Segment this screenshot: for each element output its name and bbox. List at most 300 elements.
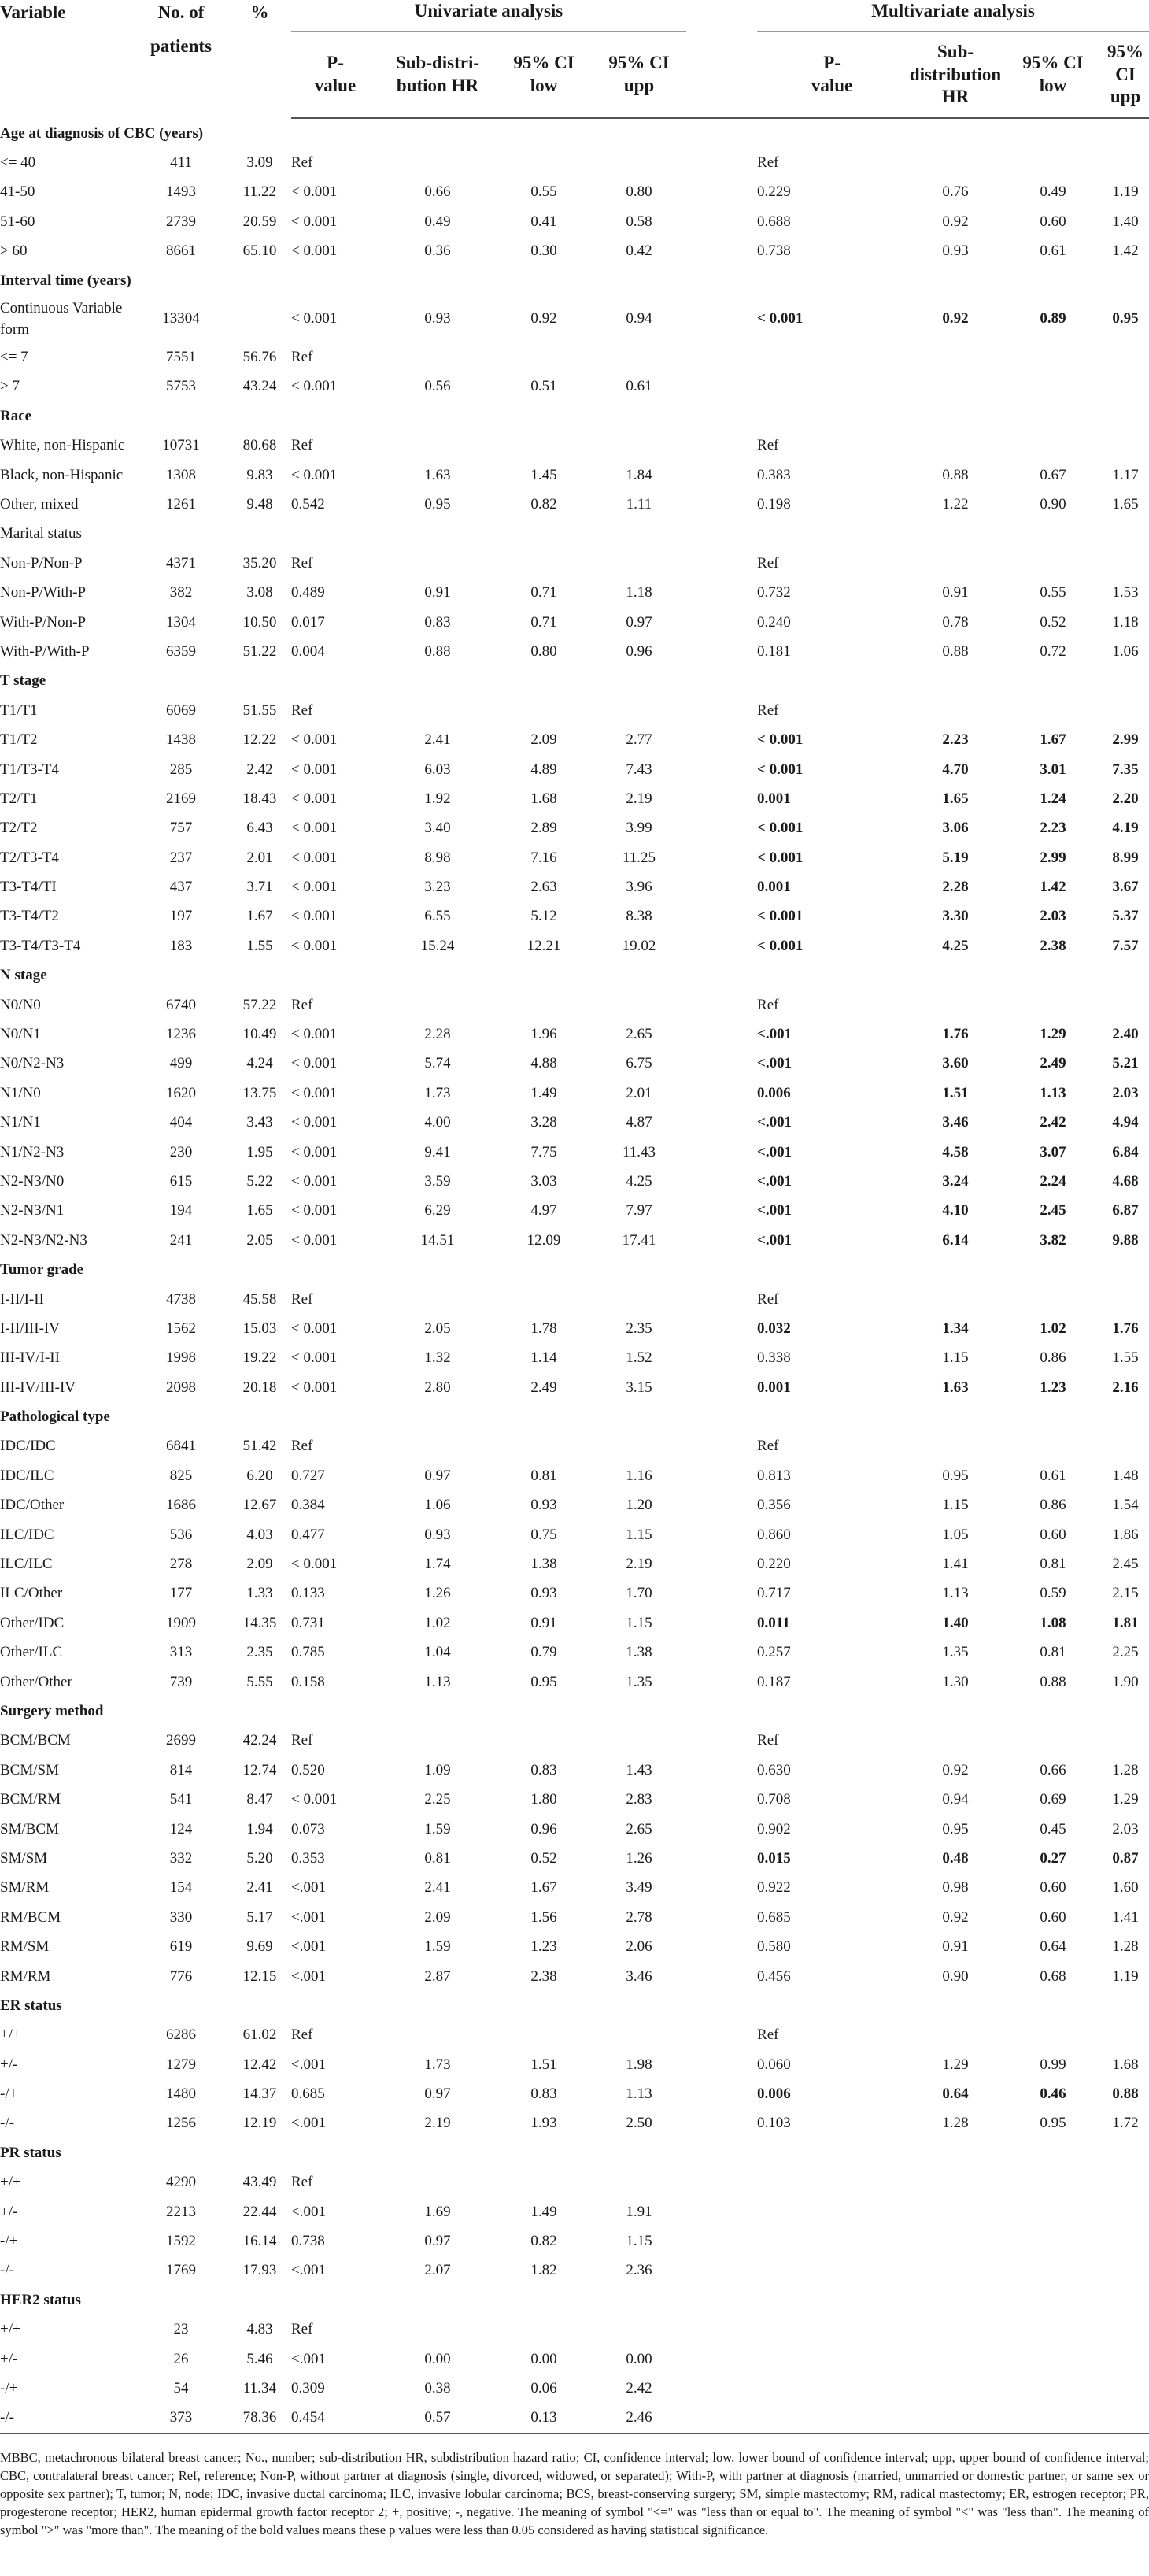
- patients-count: 26: [173, 2350, 189, 2367]
- uni-hr: 1.69: [424, 2203, 451, 2220]
- uni-hr: [379, 990, 496, 1020]
- uni-hr: 0.57: [379, 2404, 496, 2434]
- uni-p-value: < 0.001: [291, 1084, 338, 1101]
- multi-p-value: 0.001: [757, 1379, 791, 1396]
- uni-ci-low: 0.93: [530, 1585, 557, 1602]
- uni-p-value: Ref: [291, 437, 313, 454]
- table-row: [0, 1020, 1149, 1049]
- uni-p-value: 0.353: [291, 1849, 325, 1867]
- spacer: [686, 207, 757, 236]
- row-label: N0/N2-N3: [0, 1055, 65, 1072]
- spacer: [686, 1314, 757, 1343]
- uni-ci-low: 0.95: [530, 1673, 557, 1690]
- multi-hr: 4.70: [942, 761, 969, 778]
- percent-value: 14.35: [242, 1614, 277, 1631]
- multi-ci-low: [1004, 2345, 1102, 2374]
- multi-hr: 1.30: [942, 1673, 969, 1690]
- multi-p-value: <.001: [757, 1143, 792, 1160]
- uni-ci-upp: [592, 1285, 686, 1314]
- spacer: [686, 2374, 757, 2403]
- percent-value: 3.08: [246, 584, 273, 601]
- patients-count: 2098: [166, 1379, 196, 1396]
- percent-value: 17.93: [242, 2262, 277, 2279]
- patients-count: 1493: [166, 183, 196, 201]
- row-label: -/-: [0, 2115, 14, 2132]
- uni-ci-upp: [592, 2168, 686, 2197]
- row-label: N1/N1: [0, 1114, 41, 1131]
- row-label: +/+: [0, 2174, 21, 2191]
- row-label: ILC/IDC: [0, 1526, 54, 1543]
- uni-hr: [379, 148, 496, 177]
- multi-p-value: < 0.001: [757, 849, 804, 866]
- spacer: [686, 637, 757, 666]
- multi-p-value: Ref: [757, 701, 779, 719]
- spacer: [686, 814, 757, 843]
- header-patients-line1: No. of: [157, 2, 205, 22]
- percent-value: 12.42: [242, 2056, 277, 2073]
- row-label: RM/SM: [0, 1938, 50, 1956]
- multi-p-value: Ref: [757, 2026, 779, 2044]
- multi-ci-low: [1004, 148, 1102, 177]
- multi-ci-low: 0.99: [1040, 2056, 1066, 2073]
- spacer: [686, 461, 757, 490]
- row-label: ILC/Other: [0, 1585, 63, 1602]
- uni-p-value: <.001: [291, 2056, 326, 2073]
- row-label: IDC/ILC: [0, 1467, 54, 1484]
- uni-p-value: 0.133: [291, 1585, 325, 1602]
- uni-p-value: < 0.001: [291, 466, 338, 483]
- percent-value: 12.15: [242, 1967, 277, 1985]
- table-row: [0, 578, 1149, 607]
- spacer: [686, 2226, 757, 2256]
- patients-count: 330: [169, 1908, 193, 1926]
- multi-hr: 0.91: [942, 584, 969, 601]
- header-uni-ci-upp: 95% CI upp: [592, 32, 686, 119]
- header-multi-ci-low: 95% CI low: [1004, 32, 1102, 119]
- row-label: BCM/RM: [0, 1791, 61, 1808]
- uni-ci-upp: 2.83: [626, 1791, 652, 1808]
- patients-count: 1686: [166, 1497, 196, 1514]
- multi-ci-low: [1004, 696, 1102, 725]
- uni-ci-low: 1.78: [530, 1319, 557, 1337]
- percent-value: 2.42: [246, 761, 273, 778]
- table-row: [0, 2374, 1149, 2403]
- multi-hr: 1.51: [942, 1084, 969, 1101]
- patients-count: 2699: [166, 1732, 196, 1749]
- percent-value: 3.43: [246, 1114, 273, 1131]
- table-row: [0, 1491, 1149, 1520]
- uni-ci-upp: 1.15: [626, 2233, 652, 2250]
- multi-p-value: 0.240: [757, 613, 791, 631]
- uni-p-value: < 0.001: [291, 1026, 338, 1043]
- table-row: [0, 1108, 1149, 1138]
- spacer: [686, 725, 757, 754]
- multi-ci-upp: [1102, 2315, 1149, 2345]
- table-row: [0, 1373, 1149, 1402]
- row-label: 51-60: [0, 213, 35, 230]
- patients-count: 278: [169, 1556, 193, 1573]
- multi-p-value: [757, 342, 907, 372]
- uni-p-value: 0.017: [291, 613, 325, 631]
- multi-ci-low: 0.68: [1040, 1967, 1066, 1985]
- percent-value: 9.48: [246, 495, 273, 513]
- multi-ci-upp: 1.18: [1112, 613, 1139, 631]
- row-label: -/+: [0, 2086, 18, 2103]
- percent-value: 35.20: [242, 554, 277, 572]
- multi-ci-low: 0.69: [1040, 1791, 1066, 1808]
- uni-p-value: < 0.001: [291, 1556, 338, 1573]
- uni-ci-upp: 2.50: [626, 2115, 652, 2132]
- uni-p-value: 0.158: [291, 1673, 325, 1690]
- uni-hr: 0.49: [424, 213, 451, 230]
- percent-value: 6.20: [246, 1467, 273, 1484]
- uni-p-value: < 0.001: [291, 849, 338, 866]
- table-row: [0, 1874, 1149, 1903]
- uni-ci-low: 1.49: [530, 1084, 557, 1101]
- multi-ci-low: 2.23: [1040, 820, 1066, 837]
- multi-hr: 0.76: [942, 183, 969, 201]
- multi-hr: 1.29: [942, 2056, 969, 2073]
- percent-value: 15.03: [242, 1319, 277, 1337]
- multi-p-value: < 0.001: [757, 937, 804, 954]
- uni-ci-upp: 1.26: [626, 1849, 652, 1867]
- uni-ci-upp: 0.94: [626, 310, 652, 328]
- uni-hr: 2.25: [424, 1791, 451, 1808]
- patients-count: 4290: [166, 2174, 196, 2191]
- uni-hr: 0.95: [424, 495, 451, 513]
- patients-count: 739: [169, 1673, 193, 1690]
- table-row: [0, 1461, 1149, 1490]
- uni-ci-low: 0.00: [530, 2350, 557, 2367]
- spacer: [686, 490, 757, 519]
- uni-hr: [379, 549, 496, 578]
- patients-count: 373: [134, 2404, 228, 2434]
- row-label: T2/T2: [0, 820, 38, 837]
- row-label: With-P/Non-P: [0, 613, 87, 631]
- header-multi-ci-upp: 95% CI upp: [1102, 32, 1149, 119]
- multi-hr: 1.76: [942, 1026, 969, 1043]
- uni-ci-upp: 2.06: [626, 1938, 652, 1956]
- spacer: [686, 1667, 757, 1697]
- row-label: N2-N3/N0: [0, 1172, 65, 1190]
- uni-ci-low: 0.30: [530, 242, 557, 260]
- table-row: [0, 490, 1149, 519]
- table-row: [0, 608, 1149, 637]
- multi-p-value: 0.738: [757, 242, 791, 260]
- uni-ci-upp: 0.97: [626, 613, 652, 631]
- uni-hr: 1.26: [424, 1585, 451, 1602]
- multi-hr: 3.46: [942, 1114, 969, 1131]
- percent-value: 13.75: [242, 1084, 277, 1101]
- section-label: HER2 status: [0, 2291, 81, 2308]
- uni-p-value: < 0.001: [291, 310, 338, 328]
- table-row: [0, 990, 1149, 1020]
- uni-hr: [379, 1285, 496, 1314]
- table-row: [0, 2315, 1149, 2345]
- header-uni-p-value: P- value: [291, 32, 379, 119]
- multi-p-value: 0.456: [757, 1967, 791, 1985]
- multi-p-value: 0.717: [757, 1585, 791, 1602]
- percent-value: 5.17: [246, 1908, 273, 1926]
- percent-value: 4.24: [246, 1055, 273, 1072]
- row-label: T1/T1: [0, 701, 38, 719]
- uni-ci-upp: 1.15: [626, 1614, 652, 1631]
- percent-value: 51.22: [242, 642, 277, 660]
- multi-p-value: [757, 2345, 907, 2374]
- table-row: [0, 1167, 1149, 1196]
- patients-count: 776: [169, 1967, 193, 1985]
- percent-value: 4.03: [246, 1526, 273, 1543]
- uni-ci-low: 1.80: [530, 1791, 557, 1808]
- multi-ci-low: [1004, 990, 1102, 1020]
- multi-ci-low: 0.60: [1040, 1908, 1066, 1926]
- multi-ci-low: 3.82: [1040, 1231, 1066, 1249]
- multi-p-value: 0.338: [757, 1349, 791, 1367]
- multi-ci-upp: [1102, 2374, 1149, 2403]
- multi-p-value: 0.220: [757, 1556, 791, 1573]
- uni-ci-upp: 1.98: [626, 2056, 652, 2073]
- uni-ci-upp: 0.42: [626, 242, 652, 260]
- percent-value: 10.49: [242, 1026, 277, 1043]
- percent-value: 22.44: [242, 2203, 277, 2220]
- multi-ci-low: 2.99: [1040, 849, 1066, 866]
- row-label: Other/ILC: [0, 1644, 63, 1661]
- uni-p-value: Ref: [291, 1732, 313, 1749]
- uni-ci-low: [496, 1727, 592, 1756]
- uni-ci-upp: 2.65: [626, 1026, 652, 1043]
- multi-ci-upp: 1.48: [1112, 1467, 1139, 1484]
- multi-p-value: < 0.001: [757, 731, 804, 749]
- multi-ci-upp: [1102, 2168, 1149, 2197]
- uni-p-value: 0.727: [291, 1467, 325, 1484]
- multi-ci-upp: 1.65: [1112, 495, 1139, 513]
- table-row: [0, 207, 1149, 236]
- table-row: [0, 1285, 1149, 1314]
- uni-hr: 1.09: [424, 1761, 451, 1778]
- multi-p-value: [757, 372, 907, 402]
- patients-count: 13304: [162, 310, 200, 328]
- uni-hr: 2.05: [424, 1319, 451, 1337]
- uni-p-value: 0.685: [291, 2086, 325, 2103]
- patients-count: 1998: [166, 1349, 196, 1367]
- multi-ci-upp: 5.37: [1112, 908, 1139, 925]
- spacer: [686, 1903, 757, 1932]
- spacer: [686, 2197, 757, 2226]
- row-label: Black, non-Hispanic: [0, 466, 124, 483]
- uni-hr: 1.02: [424, 1614, 451, 1631]
- uni-ci-upp: 1.11: [626, 495, 652, 513]
- uni-ci-upp: 1.16: [626, 1467, 652, 1484]
- multi-ci-upp: 9.88: [1112, 1231, 1139, 1249]
- uni-hr: 1.04: [424, 1644, 451, 1661]
- uni-p-value: <.001: [291, 1967, 326, 1985]
- spacer: [686, 843, 757, 872]
- uni-p-value: Ref: [291, 2321, 313, 2338]
- multi-ci-upp: 1.29: [1112, 1791, 1139, 1808]
- row-label: III-IV/I-II: [0, 1349, 60, 1367]
- uni-ci-low: 2.89: [530, 820, 557, 837]
- multi-ci-upp: 5.21: [1112, 1055, 1139, 1072]
- uni-hr: [379, 342, 496, 372]
- uni-ci-upp: 2.46: [592, 2404, 686, 2434]
- uni-hr: 1.32: [424, 1349, 451, 1367]
- multi-hr: [907, 1727, 1004, 1756]
- percent-value: 1.67: [246, 908, 273, 925]
- uni-ci-low: 1.67: [530, 1879, 557, 1897]
- spacer: [686, 1344, 757, 1373]
- multi-ci-low: 1.08: [1040, 1614, 1066, 1631]
- multi-ci-low: 0.61: [1040, 242, 1066, 260]
- multi-hr: 2.23: [942, 731, 969, 749]
- percent-value: 57.22: [242, 996, 277, 1013]
- section-label: Race: [0, 407, 32, 424]
- percent-value: 14.37: [242, 2086, 277, 2103]
- multi-p-value: 0.006: [757, 1084, 791, 1101]
- uni-hr: 2.28: [424, 1026, 451, 1043]
- patients-count: 536: [169, 1526, 193, 1543]
- percent-value: 1.94: [246, 1820, 273, 1838]
- multi-p-value: Ref: [757, 1290, 779, 1308]
- uni-ci-upp: 2.65: [626, 1820, 652, 1838]
- uni-ci-upp: 0.80: [626, 183, 652, 201]
- uni-ci-upp: 0.61: [626, 378, 652, 395]
- multi-ci-low: 2.03: [1040, 908, 1066, 925]
- uni-ci-low: 4.89: [530, 761, 557, 778]
- row-label: +/-: [0, 2203, 18, 2220]
- row-label: N0/N0: [0, 996, 41, 1013]
- multi-p-value: 0.922: [757, 1879, 791, 1897]
- multi-ci-low: 3.07: [1040, 1143, 1066, 1160]
- uni-ci-low: 0.71: [530, 584, 557, 601]
- spacer: [686, 1727, 757, 1756]
- multi-ci-upp: 1.19: [1112, 183, 1139, 201]
- table-row: [0, 2021, 1149, 2050]
- uni-ci-upp: 1.15: [626, 1526, 652, 1543]
- uni-hr: [379, 1432, 496, 1461]
- multi-ci-low: 0.86: [1040, 1497, 1066, 1514]
- multi-hr: [907, 2374, 1004, 2403]
- multi-hr: [907, 2226, 1004, 2256]
- multi-hr: 4.25: [942, 937, 969, 954]
- multi-hr: 6.14: [942, 1231, 969, 1249]
- uni-p-value: < 0.001: [291, 378, 338, 395]
- multi-p-value: < 0.001: [757, 310, 804, 328]
- uni-ci-upp: 8.38: [626, 908, 652, 925]
- table-row: [0, 1432, 1149, 1461]
- patients-count: 1562: [166, 1319, 196, 1337]
- multi-p-value: <.001: [757, 1026, 792, 1043]
- uni-ci-upp: [592, 990, 686, 1020]
- uni-ci-upp: 17.41: [622, 1231, 656, 1249]
- table-row: [0, 178, 1149, 207]
- spacer: [686, 2404, 757, 2434]
- uni-ci-upp: 1.70: [626, 1585, 652, 1602]
- uni-ci-low: 2.38: [530, 1967, 557, 1985]
- uni-hr: 0.81: [424, 1849, 451, 1867]
- multi-p-value: 0.198: [757, 495, 791, 513]
- uni-ci-upp: 0.00: [626, 2350, 652, 2367]
- uni-ci-upp: [592, 549, 686, 578]
- patients-count: 194: [169, 1202, 193, 1220]
- multi-ci-low: 2.24: [1040, 1172, 1066, 1190]
- uni-p-value: < 0.001: [291, 1319, 338, 1337]
- multi-ci-low: 0.72: [1040, 642, 1066, 660]
- multi-p-value: 0.685: [757, 1908, 791, 1926]
- uni-hr: 14.51: [420, 1231, 455, 1249]
- table-row: [0, 1932, 1149, 1961]
- table-row: [0, 1520, 1149, 1549]
- section-header-row: [0, 266, 1149, 295]
- multi-ci-upp: 1.81: [1112, 1614, 1139, 1631]
- row-label: <= 40: [0, 154, 36, 172]
- multi-p-value: 0.580: [757, 1938, 791, 1956]
- spacer: [686, 1373, 757, 1402]
- uni-hr: 0.88: [424, 642, 451, 660]
- spacer: [686, 431, 757, 461]
- table-row: [0, 872, 1149, 901]
- uni-p-value: 0.004: [291, 642, 325, 660]
- percent-value: 12.67: [242, 1497, 277, 1514]
- table-row: [0, 342, 1149, 372]
- multi-ci-low: 1.29: [1040, 1026, 1066, 1043]
- uni-p-value: < 0.001: [291, 731, 338, 749]
- uni-p-value: < 0.001: [291, 213, 338, 230]
- uni-p-value: < 0.001: [291, 183, 338, 201]
- multi-p-value: <.001: [757, 1055, 792, 1072]
- uni-ci-upp: 1.91: [626, 2203, 652, 2220]
- row-label: -/+: [0, 2379, 18, 2396]
- uni-ci-upp: 6.75: [626, 1055, 652, 1072]
- uni-hr: 2.19: [424, 2115, 451, 2132]
- spacer: [686, 342, 757, 372]
- uni-p-value: < 0.001: [291, 937, 338, 954]
- uni-ci-upp: 1.43: [626, 1761, 652, 1778]
- multi-ci-upp: [1102, 2404, 1149, 2434]
- row-label: +/+: [0, 2026, 21, 2044]
- percent-value: 1.55: [246, 937, 273, 954]
- uni-hr: 3.40: [424, 820, 451, 837]
- multi-hr: 1.35: [942, 1644, 969, 1661]
- multi-p-value: 0.032: [757, 1319, 791, 1337]
- uni-ci-upp: 1.52: [626, 1349, 652, 1367]
- multi-hr: 1.15: [942, 1349, 969, 1367]
- spacer: [686, 696, 757, 725]
- uni-hr: 2.09: [424, 1908, 451, 1926]
- uni-hr: [379, 696, 496, 725]
- multi-p-value: 0.383: [757, 466, 791, 483]
- uni-ci-low: 7.75: [530, 1143, 557, 1160]
- multi-ci-upp: [1102, 2021, 1149, 2050]
- patients-count: 4738: [166, 1290, 196, 1308]
- multi-ci-low: 0.88: [1040, 1673, 1066, 1690]
- uni-ci-upp: 1.18: [626, 584, 652, 601]
- multi-hr: [907, 431, 1004, 461]
- spacer: [686, 2079, 757, 2108]
- spacer: [686, 1608, 757, 1638]
- patients-count: 23: [173, 2321, 189, 2338]
- uni-hr: 2.80: [424, 1379, 451, 1396]
- uni-ci-low: 0.82: [530, 495, 557, 513]
- row-label: T1/T3-T4: [0, 761, 59, 778]
- multi-p-value: 0.103: [757, 2115, 791, 2132]
- table-row: [0, 1638, 1149, 1667]
- uni-ci-upp: 3.46: [626, 1967, 652, 1985]
- multi-p-value: 0.257: [757, 1644, 791, 1661]
- patients-count: 619: [169, 1938, 193, 1956]
- uni-p-value: < 0.001: [291, 879, 338, 896]
- uni-hr: [379, 431, 496, 461]
- uni-ci-low: [496, 2021, 592, 2050]
